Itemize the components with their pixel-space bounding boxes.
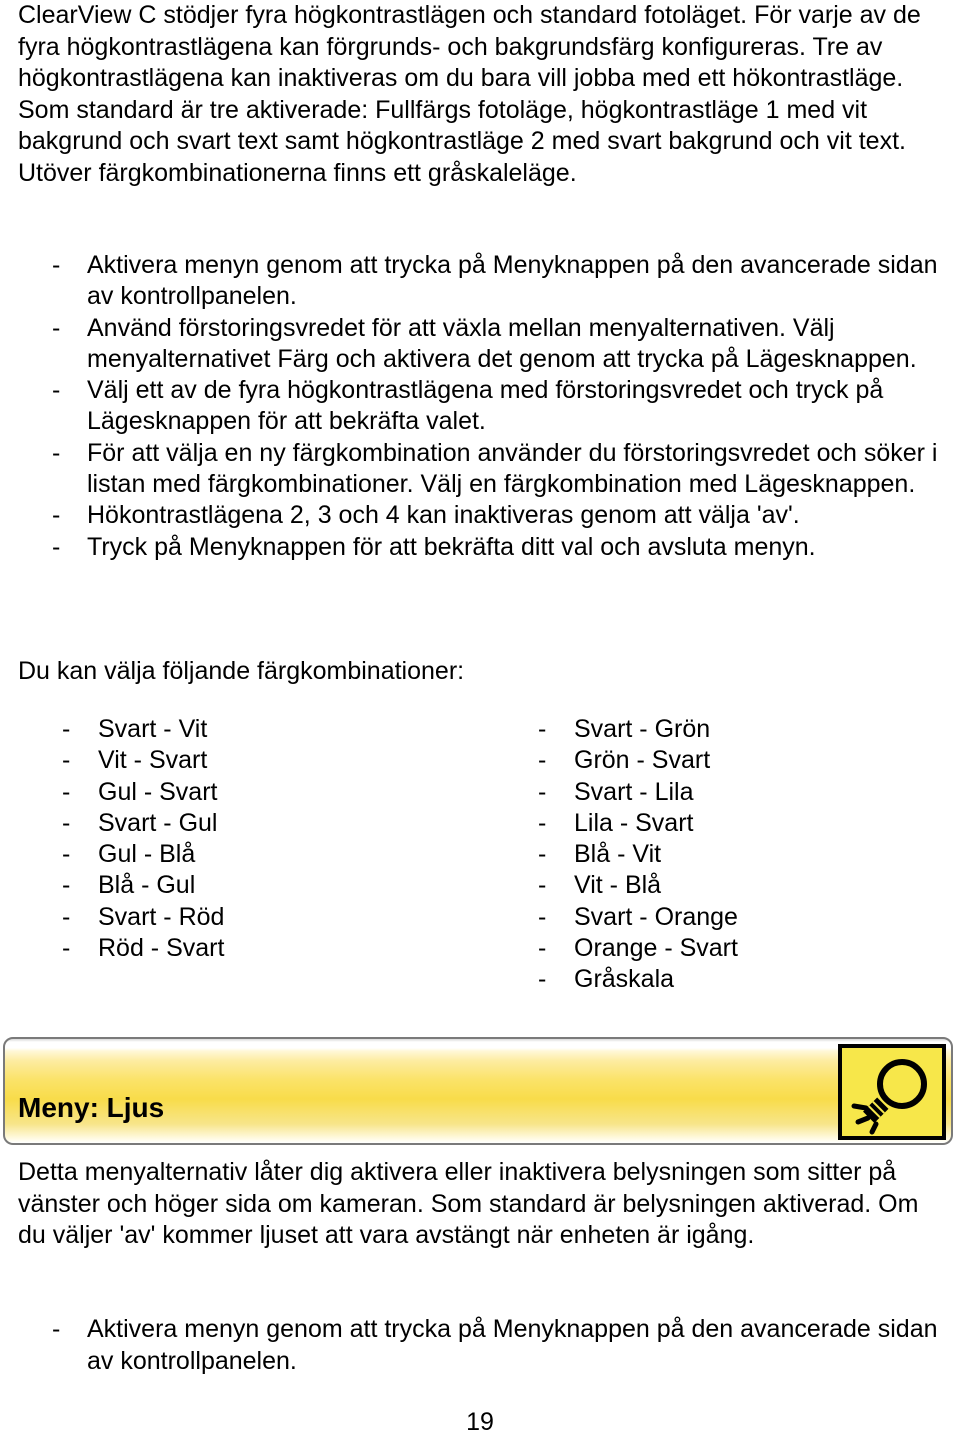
list-item-text: För att välja en ny färgkombination använder du förstoringsvredet och söker i listan med färgkombinationer. Välj en färgkombination med Lägesknappen. [87, 438, 938, 499]
list-dash: - [62, 777, 71, 806]
combo-label: Orange - Svart [574, 934, 738, 963]
combo-label: Grön - Svart [574, 746, 711, 775]
section-title: Meny: Ljus [18, 1092, 165, 1123]
list-item-text: Aktivera menyn genom att trycka på Menyknappen på den avancerade sidan av kontrollpanelen. [87, 1315, 938, 1375]
combo-label: Blå - Gul [98, 871, 196, 900]
combo-label: Svart - Gul [98, 808, 218, 837]
list-dash: - [62, 902, 71, 931]
list-item-text: Välj ett av de fyra högkontrastlägena med förstoringsvredet och tryck på Lägesknappen för att bekräfta valet. [87, 376, 884, 436]
list-item [62, 870, 442, 901]
list-dash: - [538, 965, 547, 994]
list-dash: - [538, 871, 547, 900]
combo-label: Lila - Svart [574, 808, 694, 837]
combo-label: Svart - Orange [574, 902, 738, 931]
list-dash: - [52, 313, 61, 342]
list-dash: - [538, 902, 547, 931]
list-item [62, 839, 442, 870]
list-item [538, 933, 918, 964]
combo-label: Svart - Röd [98, 902, 225, 931]
list-dash: - [538, 840, 547, 869]
list-dash: - [52, 532, 61, 561]
list-item [538, 777, 918, 808]
list-item [62, 745, 442, 776]
list-item [62, 714, 442, 745]
combo-label: Svart - Lila [574, 777, 694, 806]
list-item-text: Hökontrastlägena 2, 3 och 4 kan inaktiveras genom att välja 'av'. [87, 501, 800, 530]
list-item [538, 714, 918, 745]
combo-label: Svart - Grön [574, 715, 711, 743]
list-dash: - [538, 777, 547, 806]
list-item [538, 808, 918, 839]
list-dash: - [538, 746, 547, 775]
list-dash: - [538, 715, 547, 743]
combo-label: Vit - Blå [574, 871, 662, 900]
list-item [52, 500, 952, 531]
list-item-text: Använd förstoringsvredet för att växla mellan menyalternativen. Välj menyalternativet Färg och aktivera det genom att trycka på Lägesknappen. [87, 313, 917, 373]
list-item [538, 870, 918, 901]
combo-label: Blå - Vit [574, 840, 662, 869]
list-dash: - [52, 376, 61, 405]
list-dash: - [538, 808, 547, 837]
list-item [52, 438, 952, 501]
combo-label: Vit - Svart [98, 746, 208, 775]
list-dash: - [538, 934, 547, 963]
list-dash: - [62, 715, 71, 743]
list-dash: - [62, 871, 71, 900]
list-item [62, 808, 442, 839]
list-item [538, 964, 918, 995]
list-dash: - [52, 438, 61, 467]
list-dash: - [52, 251, 61, 279]
combo-label: Gråskala [574, 965, 675, 994]
list-item [52, 532, 952, 563]
combos-heading: Du kan välja följande färgkombinationer: [18, 657, 465, 685]
combo-label: Gul - Svart [98, 777, 218, 806]
list-item [62, 902, 442, 933]
list-dash: - [62, 746, 71, 775]
lightbulb-icon-graphic [842, 1048, 942, 1136]
list-item [52, 1314, 952, 1377]
list-dash: - [62, 840, 71, 869]
list-item [52, 313, 952, 376]
list-dash: - [52, 1315, 61, 1343]
list-item-text: Tryck på Menyknappen för att bekräfta ditt val och avsluta menyn. [87, 532, 816, 561]
page-number: 19 [466, 1408, 494, 1436]
list-dash: - [52, 501, 61, 530]
combos-list-right [538, 714, 918, 996]
combos-list-left [62, 714, 442, 964]
list-item [538, 902, 918, 933]
list-item [52, 375, 952, 438]
color-menu-steps [52, 250, 952, 563]
list-item [62, 777, 442, 808]
light-menu-description: Detta menyalternativ låter dig aktivera eller inaktivera belysningen som sitter på vänster och höger sida om kameran. Som standard är belysningen aktiverad. Om du väljer 'av' kommer ljuset att vara avstängt när enheten är igång. [18, 1158, 919, 1249]
list-item-text: Aktivera menyn genom att trycka på Menyknappen på den avancerade sidan av kontrollpanelen. [87, 251, 938, 311]
lightbulb-icon [838, 1044, 946, 1140]
combo-label: Svart - Vit [98, 715, 208, 743]
list-dash: - [62, 808, 71, 837]
list-dash: - [62, 934, 71, 963]
list-item [62, 933, 442, 964]
intro-paragraph: ClearView C stödjer fyra högkontrastlägen och standard fotoläget. För varje av de fyra högkontrastlägena kan förgrunds- och bakgrundsfärg konfigureras. Tre av högkontrastlägena kan inaktiveras om du bara vill jobba med ett hökontrastläge. Som standard är tre aktiverade: Fullfärgs fotoläge, högkontrastläge 1 med vit bakgrund och svart text samt högkontrastläge 2 med svart bakgrund och vit text. Utöver färgkombinationerna finns ett gråskaleläge. [18, 1, 921, 187]
combo-label: Röd - Svart [98, 934, 225, 963]
combo-label: Gul - Blå [98, 840, 196, 869]
list-item [538, 839, 918, 870]
light-menu-steps [52, 1314, 952, 1377]
list-item [538, 745, 918, 776]
list-item [52, 250, 952, 313]
